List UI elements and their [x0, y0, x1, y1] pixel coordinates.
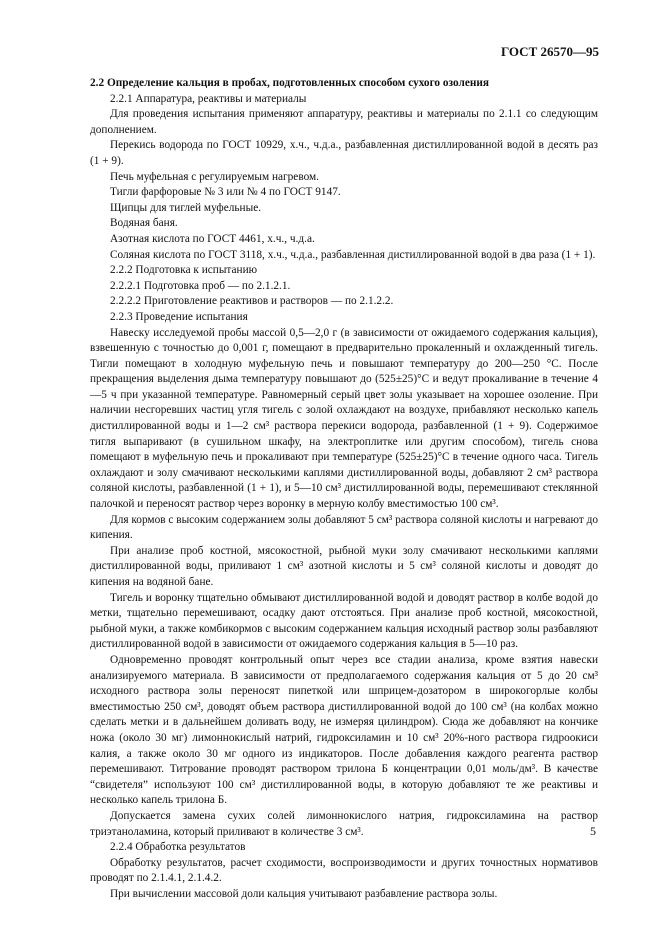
paragraph: Перекись водорода по ГОСТ 10929, х.ч., ч.д.а., разбавленная дистиллированной водой в десять раз (1 + 9).	[90, 139, 598, 167]
paragraph: Печь муфельная с регулируемым нагревом.	[110, 170, 319, 183]
subsection-heading: 2.2.3 Проведение испытания	[110, 310, 248, 323]
subsection-heading: 2.2.4 Обработка результатов	[110, 841, 246, 854]
standard-number: ГОСТ 26570—95	[500, 44, 599, 59]
section-heading: 2.2 Определение кальция в пробах, подготовленных способом сухого озоления	[90, 77, 490, 89]
paragraph: Водяная баня.	[110, 217, 178, 230]
paragraph: При анализе проб костной, мясокостной, рыбной муки золу смачивают несколькими каплями дистиллированной воды, приливают 1 см³ азотной кислоты и 5 см³ соляной кислоты и доводят до кипения на водяной бане.	[90, 544, 598, 588]
paragraph: Тигель и воронку тщательно обмывают дистиллированной водой и доводят раствор в колбе водой до метки, тщательно перемешивают, осадку дают отстояться. При анализе проб костной, мясокостной, рыбной муки, а также комбикормов с высоким содержанием кальция исходный раствор золы разбавляют дистиллированной водой в зависимости от ожидаемого содержания кальция в 5—10 раз.	[90, 591, 598, 651]
paragraph: Для кормов с высоким содержанием золы добавляют 5 см³ раствора соляной кислоты и нагревают до кипения.	[90, 513, 598, 542]
paragraph: Навеску исследуемой пробы массой 0,5—2,0 г (в зависимости от ожидаемого содержания кальция), взвешенную с точностью до 0,001 г, помещают в предварительно прокаленный и охлажденный тигель. Тигли помещают в холодную муфельную печь и повышают температуру до 200—250 °С. После прекращения выделения дыма температуру повышают до (525±25)°С и ведут прокаливание в течение 4—5 ч при указанной температуре. Равномерный серый цвет золы указывает на хорошее озоление. При наличии несгоревших частиц угля тигель с золой охлаждают на воздухе, прибавляют несколько капель дистиллированной воды и 1—2 см³ раствора перекиси водорода, разбавленной (1 + 9). Содержимое тигля выпаривают (в сушильном шкафу, на электроплитке или другим способом), тигель снова помещают в муфельную печь и прокаливают при температуре (525±25)°С в течение одного часа. Тигель охлаждают и золу смачивают несколькими каплями дистиллированной воды, добавляют 2 см³ раствора соляной кислоты, разбавленной (1 + 1), и 5—10 см³ дистиллированной воды, перемешивают стеклянной палочкой и переносят раствор через воронку в мерную колбу вместимостью 100 см³.	[90, 326, 598, 511]
paragraph: Тигли фарфоровые № 3 или № 4 по ГОСТ 9147.	[110, 186, 341, 199]
paragraph: Соляная кислота по ГОСТ 3118, х.ч., ч.д.а., разбавленная дистиллированной водой в два раза (1 + 1).	[110, 248, 596, 261]
subsection-heading: 2.2.2 Подготовка к испытанию	[110, 264, 258, 277]
paragraph: 2.2.2.1 Подготовка проб — по 2.1.2.1.	[110, 279, 291, 292]
page-number: 5	[590, 824, 596, 838]
paragraph: При вычислении массовой доли кальция учитывают разбавление раствора золы.	[110, 887, 498, 900]
paragraph: 2.2.2.2 Приготовление реактивов и растворов — по 2.1.2.2.	[110, 295, 394, 308]
paragraph: Одновременно проводят контрольный опыт через все стадии анализа, кроме взятия навески анализируемого материала. В зависимости от предполагаемого содержания кальция от 5 до 20 см³ исходного раствора золы переносят пипеткой или шприцем-дозатором в широкогорлые колбы вместимостью 250 см³, доводят объем раствора дистиллированной водой до 100 см³ (на колбах можно сделать метки и в дальнейшем доливать воду, не измеряя цилиндром). Сюда же добавляют на кончике ножа (около 30 мг) лимоннокислый натрий, гидроксиламин и 10 см³ 20%-ного раствора гидроокиси калия, а также около 30 мг одного из индикаторов. После добавления каждого реагента раствор перемешивают. Титрование проводят раствором трилона Б концентрации 0,01 моль/дм³. В качестве “свидетеля” используют 100 см³ дистиллированной воды, в которую добавляют те же реактивы и несколько капель трилона Б.	[90, 653, 598, 807]
subsection-heading: 2.2.1 Аппаратура, реактивы и материалы	[110, 92, 307, 105]
document-body	[90, 76, 598, 902]
paragraph: Щипцы для тиглей муфельные.	[110, 201, 262, 214]
paragraph: Для проведения испытания применяют аппаратуру, реактивы и материалы по 2.1.1 со следующим дополнением.	[90, 108, 598, 136]
paragraph: Азотная кислота по ГОСТ 4461, х.ч., ч.д.а.	[110, 232, 315, 245]
paragraph: Обработку результатов, расчет сходимости, воспроизводимости и других точностных нормативов проводят по 2.1.4.1, 2.1.4.2.	[90, 856, 598, 885]
paragraph: Допускается замена сухих солей лимоннокислого натрия, гидроксиламина на раствор триэтаноламина, который приливают в количестве 3 см³.	[90, 809, 598, 838]
